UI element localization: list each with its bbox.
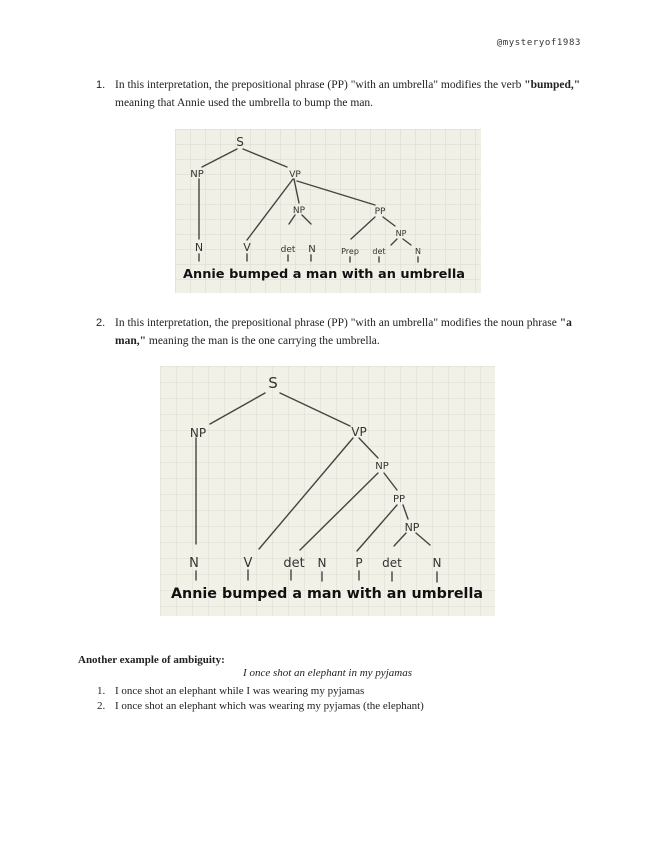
node-np: NP — [190, 169, 204, 180]
list-item — [97, 699, 424, 714]
author-handle: @mysteryof1983 — [496, 38, 581, 48]
item-number: 1. — [96, 79, 106, 91]
handwritten-sentence: Annie bumped a man with an umbrella — [171, 586, 483, 602]
node-s: S — [236, 135, 244, 149]
node-np-object: NP — [292, 206, 306, 216]
interpretation-text: In this interpretation, the prepositional phrase (PP) "with an umbrella" modifies the noun phrase "a man," meaning the man is the one carrying the umbrella. — [115, 317, 572, 347]
readings-list — [97, 684, 424, 714]
node-vp: VP — [289, 170, 301, 180]
node-n-subject: N — [194, 241, 204, 254]
item-number: 2. — [96, 317, 106, 329]
node-n-object: N — [317, 556, 327, 570]
node-vp: VP — [351, 425, 367, 439]
node-prep: P — [355, 556, 363, 570]
list-item — [97, 684, 424, 699]
node-n-pp: N — [415, 247, 421, 256]
syntax-tree-noun-attachment — [160, 366, 495, 616]
example-sentence: I once shot an elephant in my pyjamas — [243, 667, 412, 679]
node-np-object: NP — [375, 461, 389, 472]
interpretation-1 — [96, 76, 581, 112]
node-prep: Prep — [341, 247, 359, 256]
reading-text: I once shot an elephant while I was wearing my pyjamas — [115, 685, 365, 697]
node-n-subject: N — [189, 556, 199, 571]
node-v: V — [243, 241, 251, 254]
emphasis: "bumped," — [524, 79, 581, 91]
interpretation-2 — [96, 314, 581, 350]
item-number: 1. — [97, 685, 106, 697]
node-n-object: N — [308, 244, 316, 255]
node-det-pp: det — [372, 247, 386, 256]
interpretation-text: In this interpretation, the prepositional phrase (PP) "with an umbrella" modifies the verb "bumped," meaning that Annie used the umbrella to bump the man. — [115, 79, 581, 109]
node-det-pp: det — [382, 556, 402, 570]
node-det: det — [280, 245, 296, 255]
emphasis: "a man," — [115, 317, 572, 347]
handwritten-sentence: Annie bumped a man with an umbrella — [183, 266, 465, 281]
reading-text: I once shot an elephant which was wearing my pyjamas (the elephant) — [115, 700, 424, 712]
section-heading: Another example of ambiguity: — [78, 654, 225, 666]
syntax-tree-verb-attachment — [175, 129, 481, 293]
node-n-pp: N — [432, 556, 442, 570]
node-v: V — [243, 556, 253, 571]
item-number: 2. — [97, 700, 106, 712]
node-pp: PP — [392, 494, 406, 505]
node-np: NP — [189, 426, 207, 440]
node-s: S — [268, 374, 278, 392]
node-np-pp: NP — [404, 521, 420, 534]
node-np-pp: NP — [395, 229, 407, 238]
node-det: det — [283, 556, 305, 571]
node-pp: PP — [374, 207, 386, 217]
